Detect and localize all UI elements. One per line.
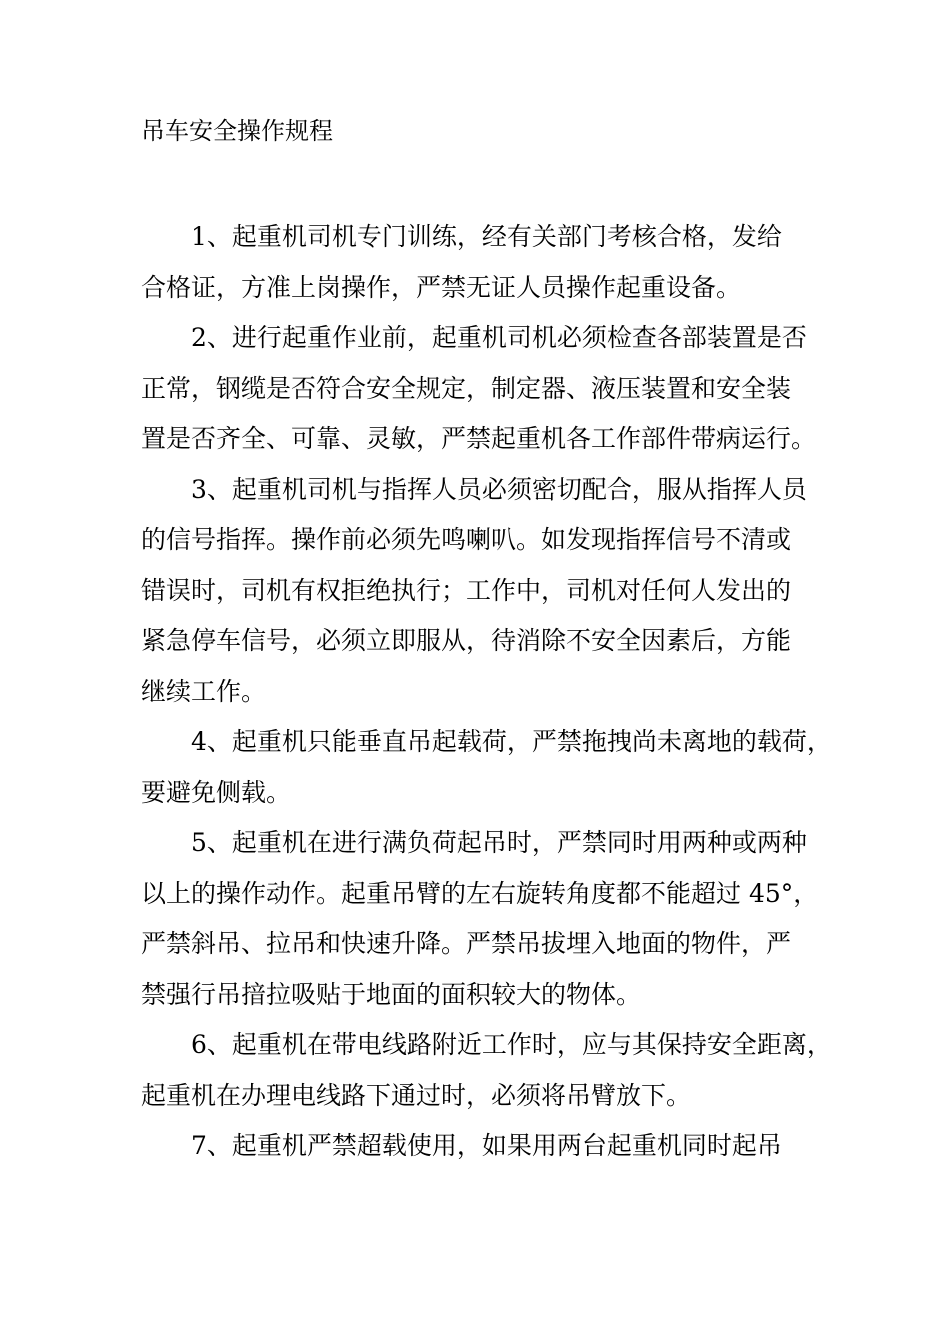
document-title: 吊车安全操作规程 xyxy=(141,117,333,145)
paragraph-line: 5、起重机在进行满负荷起吊时，严禁同时用两种或两种 xyxy=(191,828,807,857)
paragraph-line: 紧急停车信号，必须立即服从，待消除不安全因素后，方能 xyxy=(141,626,792,655)
paragraph-6 xyxy=(141,1020,841,1121)
paragraph-line: 禁强行吊揞拉吸贴于地面的面积较大的物体。 xyxy=(141,979,642,1009)
paragraph-line: 以上的操作动作。起重吊臂的左右旋转角度都不能超过 45°， xyxy=(141,878,819,908)
paragraph-7 xyxy=(141,1121,841,1172)
paragraph-line: 正常，钢缆是否符合安全规定，制定器、液压装置和安全装 xyxy=(141,373,792,403)
paragraph-line: 继续工作。 xyxy=(141,676,267,706)
paragraph-line: 起重机在办理电线路下通过时，必须将吊臂放下。 xyxy=(141,1080,692,1110)
paragraph-line: 2、进行起重作业前，起重机司机必须检查各部装置是否 xyxy=(191,323,807,352)
paragraph-line: 要避免侧载。 xyxy=(141,777,292,807)
paragraph-5 xyxy=(141,818,841,1020)
paragraph-4 xyxy=(141,717,841,818)
paragraph-line: 4、起重机只能垂直吊起载荷，严禁拖拽尚未离地的载荷， xyxy=(191,727,832,756)
document-body xyxy=(141,212,841,1172)
paragraph-2 xyxy=(141,313,841,465)
paragraph-1 xyxy=(141,212,841,313)
paragraph-line: 合格证，方准上岗操作，严禁无证人员操作起重设备。 xyxy=(141,272,742,302)
paragraph-line: 7、起重机严禁超载使用，如果用两台起重机同时起吊 xyxy=(191,1131,782,1160)
paragraph-line: 错误时，司机有权拒绝执行；工作中，司机对任何人发出的 xyxy=(141,575,792,605)
paragraph-line: 的信号指挥。操作前必须先鸣喇叭。如发现指挥信号不清或 xyxy=(141,525,792,554)
paragraph-line: 3、起重机司机与指挥人员必须密切配合，服从指挥人员 xyxy=(191,474,807,504)
paragraph-line: 6、起重机在带电线路附近工作时，应与其保持安全距离， xyxy=(191,1030,832,1059)
paragraph-3 xyxy=(141,465,841,718)
paragraph-line: 1、起重机司机专门训练，经有关部门考核合格，发给 xyxy=(191,222,782,251)
paragraph-line: 置是否齐全、可靠、灵敏，严禁起重机各工作部件带病运行。 xyxy=(141,424,817,453)
paragraph-line: 严禁斜吊、拉吊和快速升降。严禁吊拔埋入地面的物件，严 xyxy=(141,929,792,958)
